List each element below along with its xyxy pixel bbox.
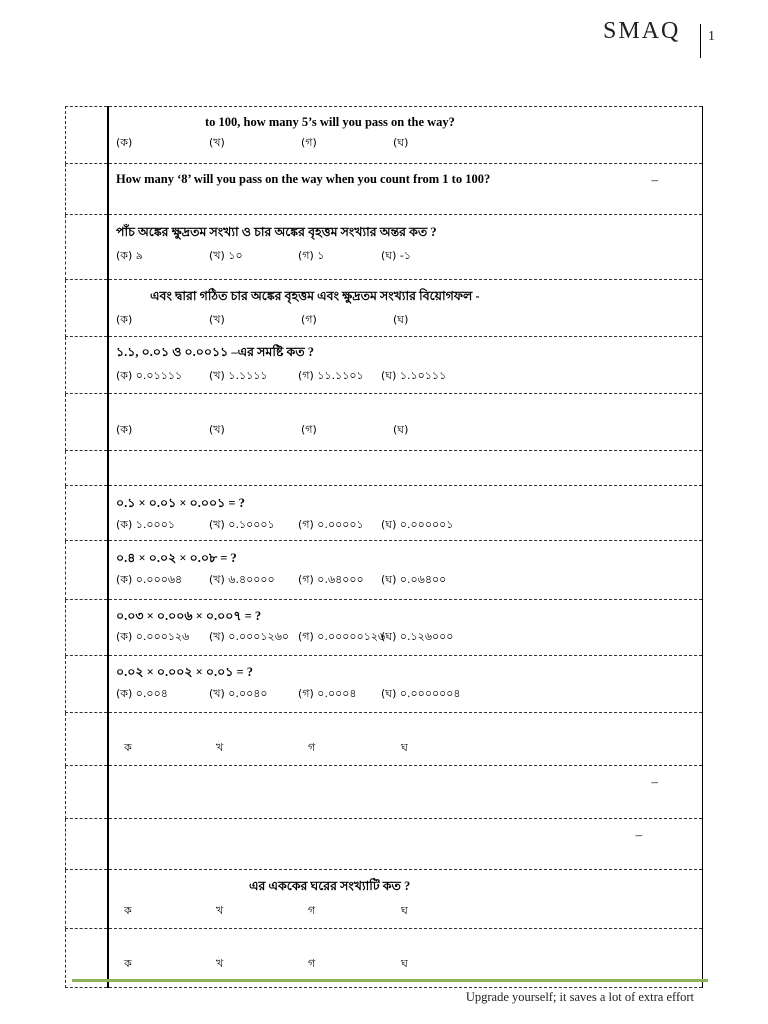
- question-number-cell: [66, 870, 109, 929]
- answer-option: (খ) ০.০০৪০: [209, 687, 268, 700]
- answer-option: (ক): [116, 136, 133, 149]
- answer-dash: –: [651, 774, 658, 789]
- answer-options: [116, 248, 676, 264]
- question-row: [66, 215, 703, 280]
- answer-options: [116, 740, 676, 756]
- question-text: How many ‘8’ will you pass on the way when you count from 1 to 100?: [116, 172, 491, 186]
- question-number-cell: [66, 600, 109, 656]
- answer-option: (গ): [301, 313, 317, 326]
- answer-option: (ঘ) ০.০০০০০০৪: [381, 687, 461, 700]
- answer-options: [116, 956, 676, 972]
- header-logo: SMAQ: [603, 18, 681, 44]
- question-cell: [108, 164, 703, 215]
- question-row: [66, 394, 703, 451]
- answer-option: (ঘ) ০.০০০০০১: [381, 518, 454, 531]
- question-number-cell: [66, 337, 109, 394]
- answer-option: (ক) ০.০১১১১: [116, 369, 183, 382]
- answer-option: (ক): [116, 313, 133, 326]
- question-cell: [108, 486, 703, 541]
- question-row: [66, 656, 703, 713]
- answer-option: (ক): [116, 423, 133, 436]
- answer-option: গ: [308, 957, 316, 970]
- answer-option: (খ) ০.১০০০১: [209, 518, 275, 531]
- question-row: [66, 713, 703, 766]
- question-row: [66, 337, 703, 394]
- question-cell: [108, 280, 703, 337]
- question-row: [66, 280, 703, 337]
- answer-option: (গ) ১১.১১০১: [298, 369, 364, 382]
- question-row: [66, 541, 703, 600]
- question-row: [66, 486, 703, 541]
- answer-option: (ক) ০.০০৪: [116, 687, 168, 700]
- answer-option: (ঘ) ০.০৬৪০০: [381, 573, 447, 586]
- question-cell: [108, 107, 703, 164]
- question-number-cell: [66, 713, 109, 766]
- answer-option: (খ) ১.১১১১: [209, 369, 268, 382]
- question-table-body: [66, 107, 703, 988]
- question-cell: [108, 870, 703, 929]
- answer-options: [116, 629, 676, 645]
- answer-option: (গ): [301, 136, 317, 149]
- question-cell: [108, 600, 703, 656]
- question-text: এবং দ্বারা গঠিত চার অঙ্কের বৃহত্তম এবং ক্ষুদ্রতম সংখ্যার বিয়োগফল -: [150, 289, 480, 303]
- answer-option: (খ) ০.০০০১২৬০: [209, 630, 290, 643]
- answer-option: ক: [124, 904, 132, 917]
- answer-option: (গ) ০.০০০৪: [298, 687, 357, 700]
- question-row: [66, 870, 703, 929]
- question-text: ০.৪ × ০.০২ × ০.০৮ = ?: [116, 551, 237, 565]
- answer-option: (ঘ): [393, 423, 409, 436]
- answer-option: ঘ: [401, 904, 408, 917]
- answer-options: [116, 903, 676, 919]
- answer-option: (খ) ১০: [209, 249, 243, 262]
- answer-options: [116, 422, 676, 438]
- question-text: ১.১, ০.০১ ও ০.০০১১ –এর সমষ্টি কত ?: [116, 345, 315, 359]
- answer-option: ঘ: [401, 741, 408, 754]
- question-cell: [108, 451, 703, 486]
- question-number-cell: [66, 280, 109, 337]
- answer-option: গ: [308, 904, 316, 917]
- answer-option: (খ): [209, 423, 225, 436]
- page-number: 1: [708, 29, 715, 44]
- answer-option: (ক) ১.০০০১: [116, 518, 176, 531]
- question-text: পাঁচ অঙ্কের ক্ষুদ্রতম সংখ্যা ও চার অঙ্কের বৃহত্তম সংখ্যার অন্তর কত ?: [116, 225, 437, 239]
- answer-option: (ঘ) -১: [381, 249, 411, 262]
- answer-options: [116, 572, 676, 588]
- answer-option: খ: [216, 957, 224, 970]
- answer-options: [116, 312, 676, 328]
- answer-option: (ঘ) ১.১০১১১: [381, 369, 447, 382]
- question-cell: [108, 337, 703, 394]
- question-text: ০.০২ × ০.০০২ × ০.০১ = ?: [116, 665, 254, 679]
- question-cell: [108, 215, 703, 280]
- question-row: [66, 766, 703, 819]
- question-text: to 100, how many 5’s will you pass on the way?: [205, 115, 455, 129]
- answer-option: (গ) ০.৬৪০০০: [298, 573, 364, 586]
- answer-option: (ক) ০.০০০৬৪: [116, 573, 183, 586]
- answer-option: (খ) ৬.৪০০০০: [209, 573, 275, 586]
- question-number-cell: [66, 107, 109, 164]
- question-text: এর এককের ঘরের সংখ্যাটি কত ?: [249, 879, 411, 893]
- answer-option: ঘ: [401, 957, 408, 970]
- answer-option: ক: [124, 741, 132, 754]
- question-number-cell: [66, 766, 109, 819]
- question-cell: [108, 656, 703, 713]
- answer-option: (গ) ০.০০০০১: [298, 518, 364, 531]
- question-number-cell: [66, 215, 109, 280]
- question-row: [66, 107, 703, 164]
- question-row: [66, 451, 703, 486]
- answer-option: (খ): [209, 136, 225, 149]
- answer-option: (গ) ১: [298, 249, 325, 262]
- question-text: ০.১ × ০.০১ × ০.০০১ = ?: [116, 496, 245, 510]
- answer-dash: –: [635, 827, 642, 842]
- answer-options: [116, 686, 676, 702]
- question-number-cell: [66, 164, 109, 215]
- question-number-cell: [66, 819, 109, 870]
- question-table: [65, 106, 703, 988]
- question-cell: [108, 713, 703, 766]
- answer-dash: –: [651, 172, 658, 187]
- answer-option: (ঘ): [393, 136, 409, 149]
- answer-option: (ক) ৯: [116, 249, 143, 262]
- footer-divider: [72, 979, 708, 982]
- question-row: [66, 164, 703, 215]
- question-number-cell: [66, 541, 109, 600]
- answer-option: (ক) ০.০০০১২৬: [116, 630, 190, 643]
- answer-option: গ: [308, 741, 316, 754]
- answer-option: (ঘ) ০.১২৬০০০: [381, 630, 454, 643]
- question-row: [66, 600, 703, 656]
- answer-option: (গ) ০.০০০০০১২৬: [298, 630, 386, 643]
- answer-options: [116, 135, 676, 151]
- answer-option: (খ): [209, 313, 225, 326]
- question-cell: [108, 766, 703, 819]
- question-number-cell: [66, 394, 109, 451]
- question-cell: [108, 394, 703, 451]
- answer-options: [116, 368, 676, 384]
- question-number-cell: [66, 451, 109, 486]
- header-divider: [700, 24, 701, 58]
- footer-tagline: Upgrade yourself; it saves a lot of extra effort: [465, 990, 694, 1004]
- question-number-cell: [66, 486, 109, 541]
- answer-option: ক: [124, 957, 132, 970]
- answer-options: [116, 517, 676, 533]
- question-cell: [108, 819, 703, 870]
- question-cell: [108, 541, 703, 600]
- question-row: [66, 819, 703, 870]
- answer-option: খ: [216, 904, 224, 917]
- answer-option: খ: [216, 741, 224, 754]
- question-text: ০.০৩ × ০.০০৬ × ০.০০৭ = ?: [116, 609, 262, 623]
- answer-option: (গ): [301, 423, 317, 436]
- question-number-cell: [66, 656, 109, 713]
- answer-option: (ঘ): [393, 313, 409, 326]
